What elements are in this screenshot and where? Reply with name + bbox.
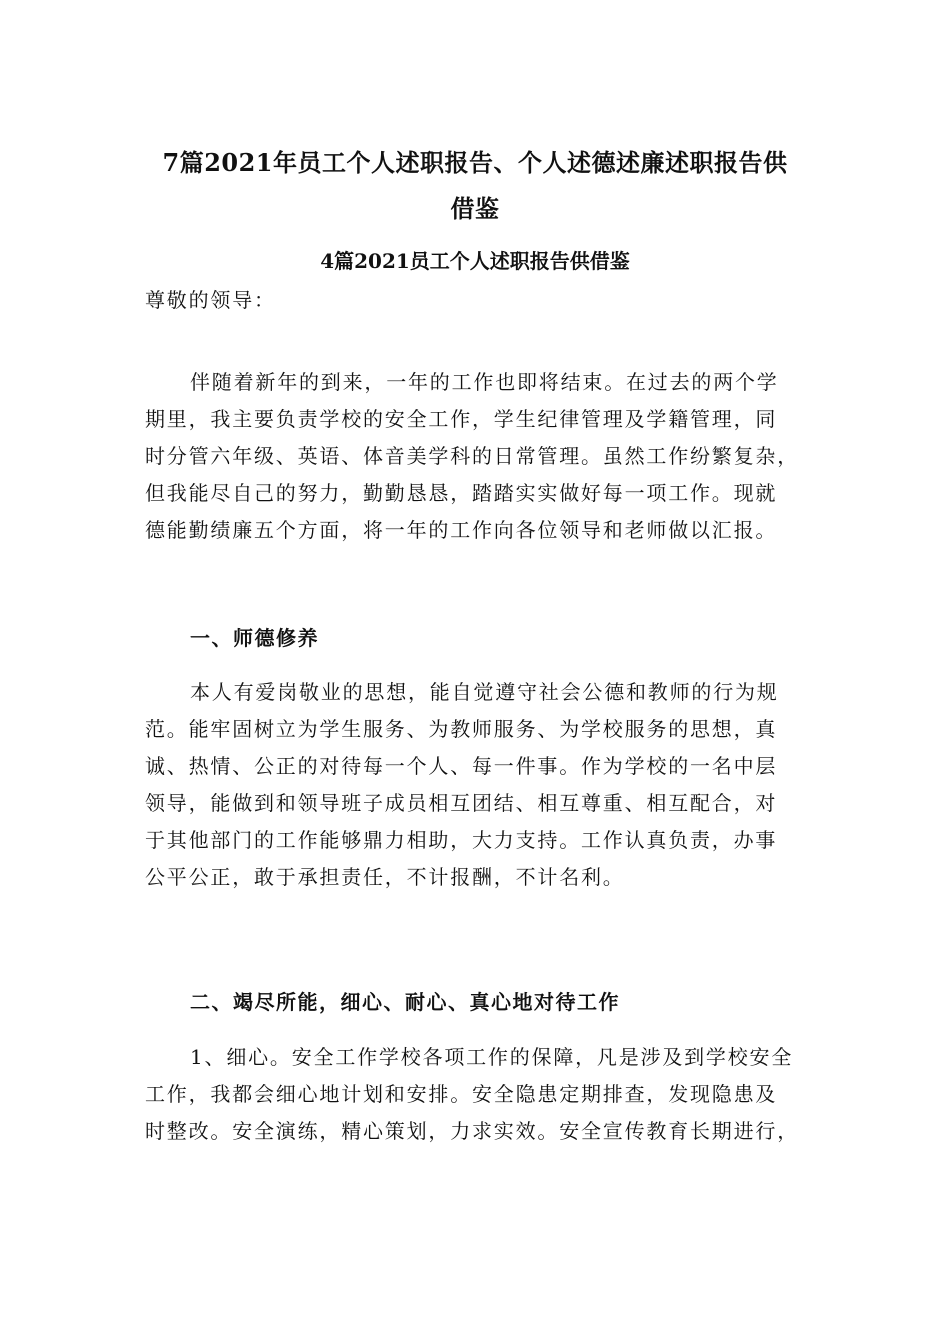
title-line-1: 7篇2021年员工个人述职报告、个人述德述廉述职报告供: [162, 148, 788, 177]
paragraph-line: 工作，我都会细心地计划和安排。安全隐患定期排查，发现隐患及: [145, 1082, 778, 1106]
paragraph-line: 时分管六年级、英语、体音美学科的日常管理。虽然工作纷繁复杂，: [145, 444, 799, 468]
paragraph-line: 诚、热情、公正的对待每一个人、每一件事。作为学校的一名中层: [145, 754, 778, 778]
paragraph-line: 期里，我主要负责学校的安全工作，学生纪律管理及学籍管理，同: [145, 407, 778, 431]
document-subtitle: 4篇2021员工个人述职报告供借鉴: [320, 249, 630, 273]
section-2-paragraph: [145, 1039, 810, 1150]
paragraph-line: 但我能尽自己的努力，勤勤恳恳，踏踏实实做好每一项工作。现就: [145, 481, 778, 505]
section-1-heading: 一、师德修养: [190, 626, 319, 650]
section-2-heading: 二、竭尽所能，细心、耐心、真心地对待工作: [190, 990, 620, 1014]
section-1-paragraph: [145, 674, 810, 896]
document-title: [140, 140, 810, 232]
paragraph-line: 伴随着新年的到来，一年的工作也即将结束。在过去的两个学: [190, 370, 779, 394]
paragraph-line: 1、细心。安全工作学校各项工作的保障，凡是涉及到学校安全: [190, 1045, 794, 1069]
intro-paragraph: [145, 364, 810, 549]
salutation: 尊敬的领导：: [145, 288, 276, 312]
paragraph-line: 本人有爱岗敬业的思想，能自觉遵守社会公德和教师的行为规: [190, 680, 779, 704]
paragraph-line: 范。能牢固树立为学生服务、为教师服务、为学校服务的思想，真: [145, 717, 778, 741]
title-line-2: 借鉴: [450, 194, 500, 223]
paragraph-line: 公平公正，敢于承担责任，不计报酬，不计名利。: [145, 865, 625, 889]
paragraph-line: 德能勤绩廉五个方面，将一年的工作向各位领导和老师做以汇报。: [145, 518, 778, 542]
paragraph-line: 领导，能做到和领导班子成员相互团结、相互尊重、相互配合，对: [145, 791, 778, 815]
paragraph-line: 时整改。安全演练，精心策划，力求实效。安全宣传教育长期进行，: [145, 1119, 799, 1143]
paragraph-line: 于其他部门的工作能够鼎力相助，大力支持。工作认真负责，办事: [145, 828, 778, 852]
